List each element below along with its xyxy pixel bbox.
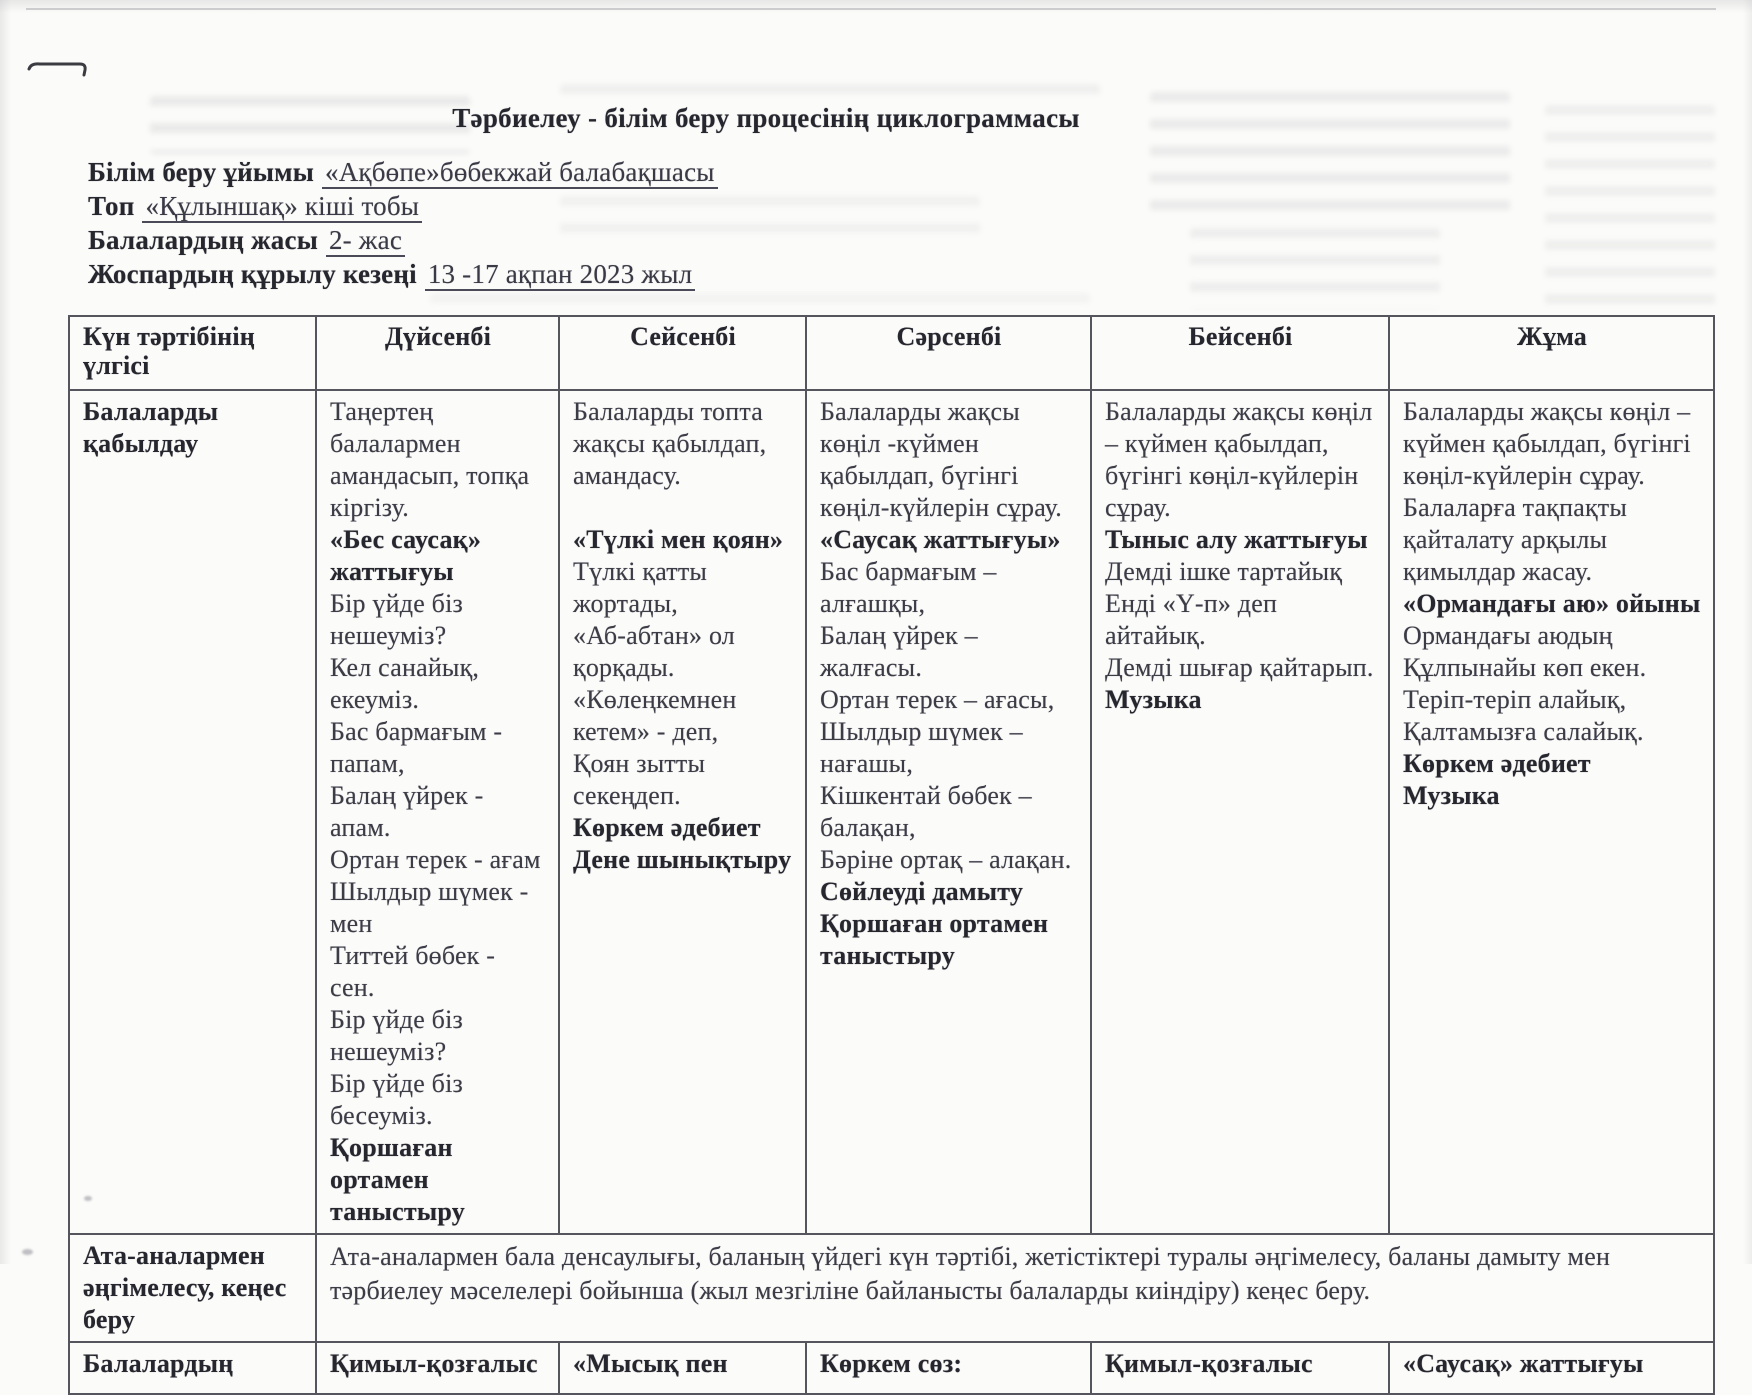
table-row [69, 1234, 1714, 1342]
day-cell [1389, 1342, 1714, 1394]
info-line-period [88, 257, 718, 291]
cell-text: Балаларды жақсы көңіл -күймен қабылдап, бүгінгі көңіл-күйлерін сұрау. [820, 397, 1062, 522]
activity-title: Қоршаған ортамен таныстыру [330, 1133, 465, 1226]
info-value: «Ақбөпе»бөбекжай балабақшасы [322, 157, 718, 189]
activity-title: Көркем әдебиет [1403, 749, 1591, 778]
cell-text: Теріп-теріп алайық, [1403, 685, 1627, 714]
info-label: Топ [88, 191, 135, 221]
span-cell [316, 1234, 1714, 1342]
day-cell [316, 390, 559, 1234]
scan-artifact [26, 8, 1716, 10]
activity-title: Музыка [1403, 781, 1500, 810]
cell-text: Қоян зытты секеңдеп. [573, 749, 706, 810]
cell-text: Шылдыр шүмек - мен [330, 877, 529, 938]
activity-title: «Ормандағы аю» ойыны [1403, 589, 1701, 618]
scan-artifact [1190, 228, 1440, 310]
activity-title: Көркем әдебиет [573, 813, 761, 842]
activity-title: Қоршаған ортамен таныстыру [820, 909, 1049, 970]
activity-title: Қимыл-қозғалыс [330, 1349, 538, 1378]
activity-title: Қимыл-қозғалыс [1105, 1349, 1313, 1378]
day-cell [1091, 1342, 1389, 1394]
info-label: Балалардың жасы [88, 225, 318, 255]
scan-artifact [430, 293, 1090, 309]
activity-title: «Саусақ жаттығуы» [820, 525, 1061, 554]
cell-text: Демді шығар қайтарып. [1105, 653, 1374, 682]
row-label: Балалардың [69, 1342, 316, 1394]
cell-text: Бас бармағым - папам, [330, 717, 503, 778]
table-header-row [69, 316, 1714, 390]
scan-artifact [560, 84, 1100, 104]
cell-text: Титтей бөбек - сен. [330, 941, 496, 1002]
cell-text: Ортан терек – ағасы, [820, 685, 1055, 714]
day-cell [806, 1342, 1091, 1394]
cell-text: Бас бармағым – алғашқы, [820, 557, 997, 618]
row-label: Балаларды қабылдау [69, 390, 316, 1234]
day-cell [806, 390, 1091, 1234]
table-row [69, 1342, 1714, 1394]
cell-text: Балаң үйрек – жалғасы. [820, 621, 978, 682]
cell-text: Енді «Ү-п» деп айтайық. [1105, 589, 1278, 650]
info-value: «Құлыншақ» кіші тобы [142, 191, 422, 223]
column-header-label: Күн тәртібінің үлгісі [69, 316, 316, 390]
cell-text: Ата-аналармен бала денсаулығы, баланың үйдегі күн тәртібі, жетістіктері туралы әңгімелесу, баланы дамыту мен тәрбиелеу мәселелері бойынша (жыл мезгіліне байланысты балаларды киіндіру) кеңес беру. [330, 1242, 1611, 1305]
info-value: 13 -17 ақпан 2023 жыл [425, 259, 695, 291]
activity-title: Дене шынықтыру [573, 845, 792, 874]
activity-title: «Түлкі мен қоян» [573, 525, 784, 554]
cell-text: Ортан терек - ағам [330, 845, 541, 874]
column-header-day: Жұма [1389, 316, 1714, 390]
cell-text: «Аб-абтан» ол қорқады. [573, 621, 735, 682]
info-label: Білім беру ұйымы [88, 157, 314, 187]
column-header-day: Сейсенбі [559, 316, 806, 390]
scan-pen-mark [26, 57, 92, 81]
cell-text: Қалтамызға салайық. [1403, 717, 1644, 746]
cell-text: Демді ішке тартайық [1105, 557, 1343, 586]
header-info [88, 155, 718, 291]
day-cell [316, 1342, 559, 1394]
activity-title: «Бес саусақ» жаттығуы [330, 525, 482, 586]
cell-text: Балаң үйрек - апам. [330, 781, 484, 842]
cell-text: «Көлеңкемнен кетем» - деп, [573, 685, 737, 746]
column-header-day: Дүйсенбі [316, 316, 559, 390]
cell-text: Кел санайық, екеуміз. [330, 653, 480, 714]
scan-edge-left [0, 0, 11, 1264]
info-line-group [88, 189, 718, 223]
cell-text: Кішкентай бөбек – балақан, [820, 781, 1032, 842]
cell-text [573, 492, 793, 524]
column-header-day: Бейсенбі [1091, 316, 1389, 390]
cell-text: Балаларды жақсы көңіл – күймен қабылдап, бүгінгі көңіл-күйлерін сұрау. [1105, 397, 1373, 522]
activity-title: «Саусақ» жаттығуы [1403, 1349, 1644, 1378]
scan-edge-right [1743, 0, 1752, 1264]
activity-title: Музыка [1105, 685, 1202, 714]
activity-title: Сөйлеуді дамыту [820, 877, 1024, 906]
day-cell [1389, 390, 1714, 1234]
cell-text: Бір үйде біз нешеуміз? [330, 1005, 463, 1066]
activity-title: Тыныс алу жаттығуы [1105, 525, 1368, 554]
column-header-day: Сәрсенбі [806, 316, 1091, 390]
scan-artifact [1545, 105, 1715, 315]
cell-text: Таңертең балалармен амандасып, топқа кіргізу. [330, 397, 530, 522]
activity-title: Көркем сөз: [820, 1349, 963, 1378]
info-line-age [88, 223, 718, 257]
info-label: Жоспардың құрылу кезеңі [88, 259, 417, 289]
info-value: 2- жас [326, 225, 405, 257]
cell-text: Шылдыр шүмек – нағашы, [820, 717, 1023, 778]
cell-text: Балаларды топта жақсы қабылдап, амандасу. [573, 397, 767, 490]
cell-text: Бір үйде біз нешеуміз? [330, 589, 463, 650]
activity-title: «Мысық пен [573, 1349, 728, 1378]
cell-text: Бәріне ортақ – алақан. [820, 845, 1072, 874]
scan-artifact [22, 1249, 33, 1255]
table-row [69, 390, 1714, 1234]
day-cell [559, 1342, 806, 1394]
page-title: Тәрбиелеу - білім беру процесінің циклограммасы [452, 103, 1080, 133]
day-cell [559, 390, 806, 1234]
info-line-organization [88, 155, 718, 189]
row-label: Ата-аналармен әңгімелесу, кеңес беру [69, 1234, 316, 1342]
cyclogram-table [68, 315, 1715, 1395]
scan-edge-top [0, 0, 1752, 13]
cell-text: Құлпынайы көп екен. [1403, 653, 1647, 682]
cell-text: Бір үйде біз бесеуміз. [330, 1069, 463, 1130]
day-cell [1091, 390, 1389, 1234]
cell-text: Балаларды жақсы көңіл – күймен қабылдап, бүгінгі көңіл-күйлерін сұрау. Балаларға тақпақты қайталату арқылы қимылдар жасау. [1403, 397, 1691, 586]
cell-text: Түлкі қатты жортады, [573, 557, 708, 618]
cell-text: Ормандағы аюдың [1403, 621, 1613, 650]
